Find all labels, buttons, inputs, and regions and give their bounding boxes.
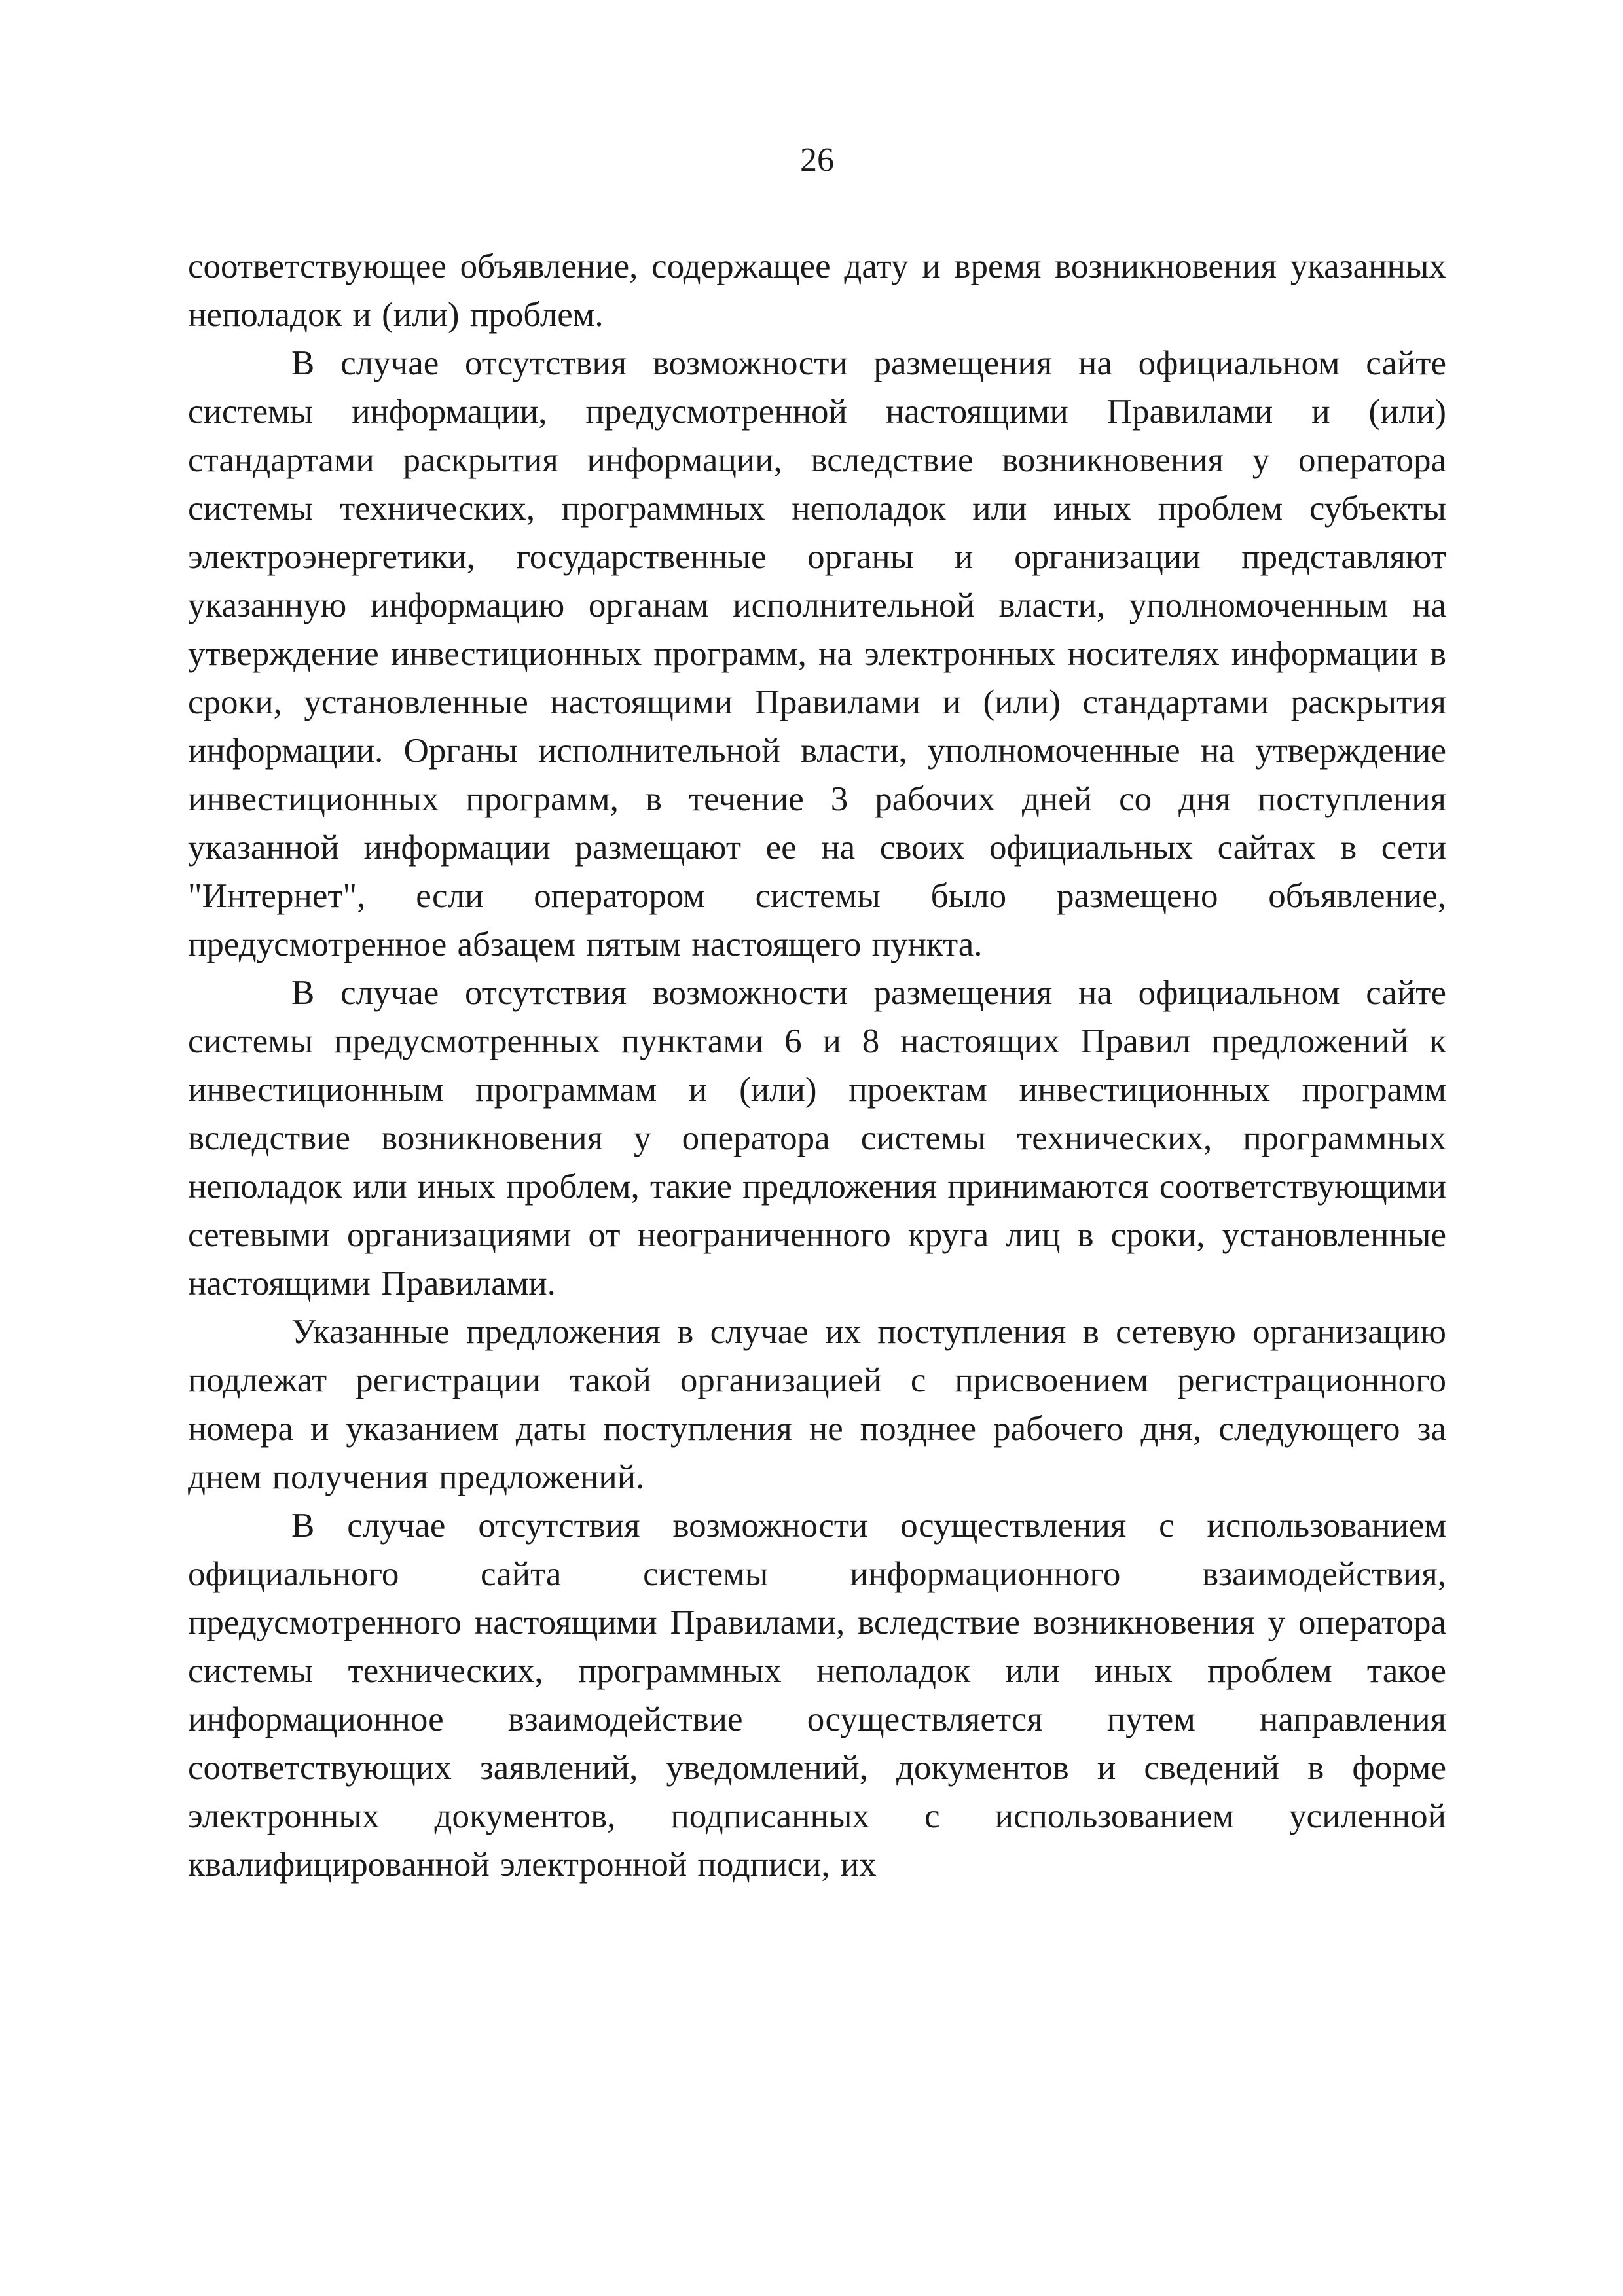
paragraph: В случае отсутствия возможности осуществления с использованием официального сайта системы информационного взаимодействия, предусмотренного настоящими Правилами, вследствие возникновения у оператора системы технических, программных неполадок или иных проблем такое информационное взаимодействие осуществляется путем направления соответствующих заявлений, уведомлений, документов и сведений в форме электронных документов, подписанных с использованием усиленной квалифицированной электронной подписи, их <box>188 1507 1446 1884</box>
document-body <box>188 242 1446 1889</box>
paragraph: Указанные предложения в случае их поступления в сетевую организацию подлежат регистрации такой организацией с присвоением регистрационного номера и указанием даты поступления не позднее рабочего дня, следующего за днем получения предложений. <box>188 1313 1446 1496</box>
paragraph: В случае отсутствия возможности размещения на официальном сайте системы предусмотренных пунктами 6 и 8 настоящих Правил предложений к инвестиционным программам и (или) проектам инвестиционных программ вследствие возникновения у оператора системы технических, программных неполадок или иных проблем, такие предложения принимаются соответствующими сетевыми организациями от неограниченного круга лиц в сроки, установленные настоящими Правилами. <box>188 974 1446 1302</box>
page-number: 26 <box>800 141 834 179</box>
paragraph: соответствующее объявление, содержащее дату и время возникновения указанных неполадок и (или) проблем. <box>188 247 1446 334</box>
paragraph: В случае отсутствия возможности размещения на официальном сайте системы информации, предусмотренной настоящими Правилами и (или) стандартами раскрытия информации, вследствие возникновения у оператора системы технических, программных неполадок или иных проблем субъекты электроэнергетики, государственные органы и организации представляют указанную информацию органам исполнительной власти, уполномоченным на утверждение инвестиционных программ, на электронных носителях информации в сроки, установленные настоящими Правилами и (или) стандартами раскрытия информации. Органы исполнительной власти, уполномоченные на утверждение инвестиционных программ, в течение 3 рабочих дней со дня поступления указанной информации размещают ее на своих официальных сайтах в сети "Интернет", если оператором системы было размещено объявление, предусмотренное абзацем пятым настоящего пункта. <box>188 344 1446 963</box>
